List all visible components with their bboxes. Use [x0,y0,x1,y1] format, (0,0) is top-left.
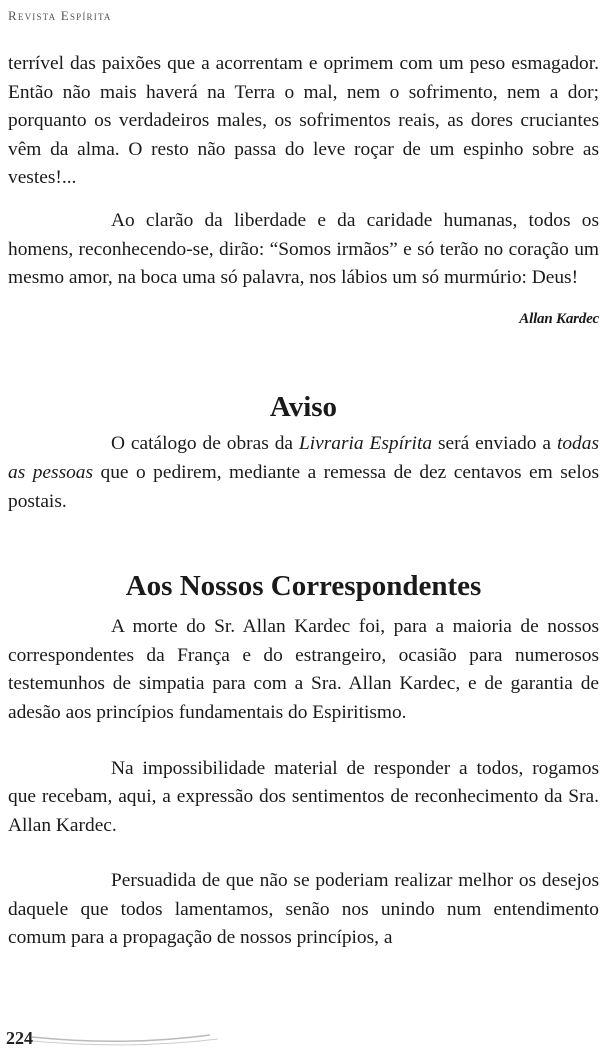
aviso-emphasis: Livraria Espírita [298,433,433,455]
author-signature: Allan Kardec [519,310,599,327]
running-header: Revista Espírita [8,8,112,23]
aviso-text: será enviado a [432,433,557,455]
aviso-paragraph [8,430,599,516]
section-title-correspondentes: Aos Nossos Correspondentes [125,570,482,603]
paragraph: Ao clarão da liberdade e da caridade humanas, todos os homens, reconhecendo-se, dirão: “Somos irmãos” e só terão no coração um mesmo amor, na boca uma só palavra, nos lábios um só murmúrio: Deus! [8,209,599,289]
paragraph: A morte do Sr. Allan Kardec foi, para a maioria de nossos correspondentes da França e do estrangeiro, ocasião para numerosos testemunhos de simpatia para com a Sra. Allan Kardec, e de garantia de adesão aos princípios fundamentais do Espiritismo. [8,616,599,723]
aviso-emphasis: todas as pessoas [8,433,599,483]
section-title-aviso: Aviso [269,391,338,424]
footer-swoosh-decoration [30,1013,220,1047]
aviso-text: que o pedirem, mediante a remessa de dez centavos em selos postais. [8,461,600,512]
paragraph: terrível das paixões que a acorrentam e oprimem com um peso esmagador. Então não mais haverá na Terra o mal, nem o sofrimento, nem a dor; porquanto os verdadeiros males, os sofrimentos reais, as dores cruciantes vêm da alma. O resto não passa do leve roçar de um espinho sobre as vestes!... [8,53,599,189]
paragraph: Persuadida de que não se poderiam realizar melhor os desejos daquele que todos lamentamos, senão nos unindo num entendimento comum para a propagação de nossos princípios, a [8,870,599,949]
aviso-text: O catálogo de obras da [111,433,299,455]
page-number: 224 [6,1028,33,1048]
paragraph: Na impossibilidade material de responder a todos, rogamos que recebam, aqui, a expressão dos sentimentos de reconhecimento da Sra. Allan Kardec. [8,757,599,836]
page-body [8,50,599,953]
